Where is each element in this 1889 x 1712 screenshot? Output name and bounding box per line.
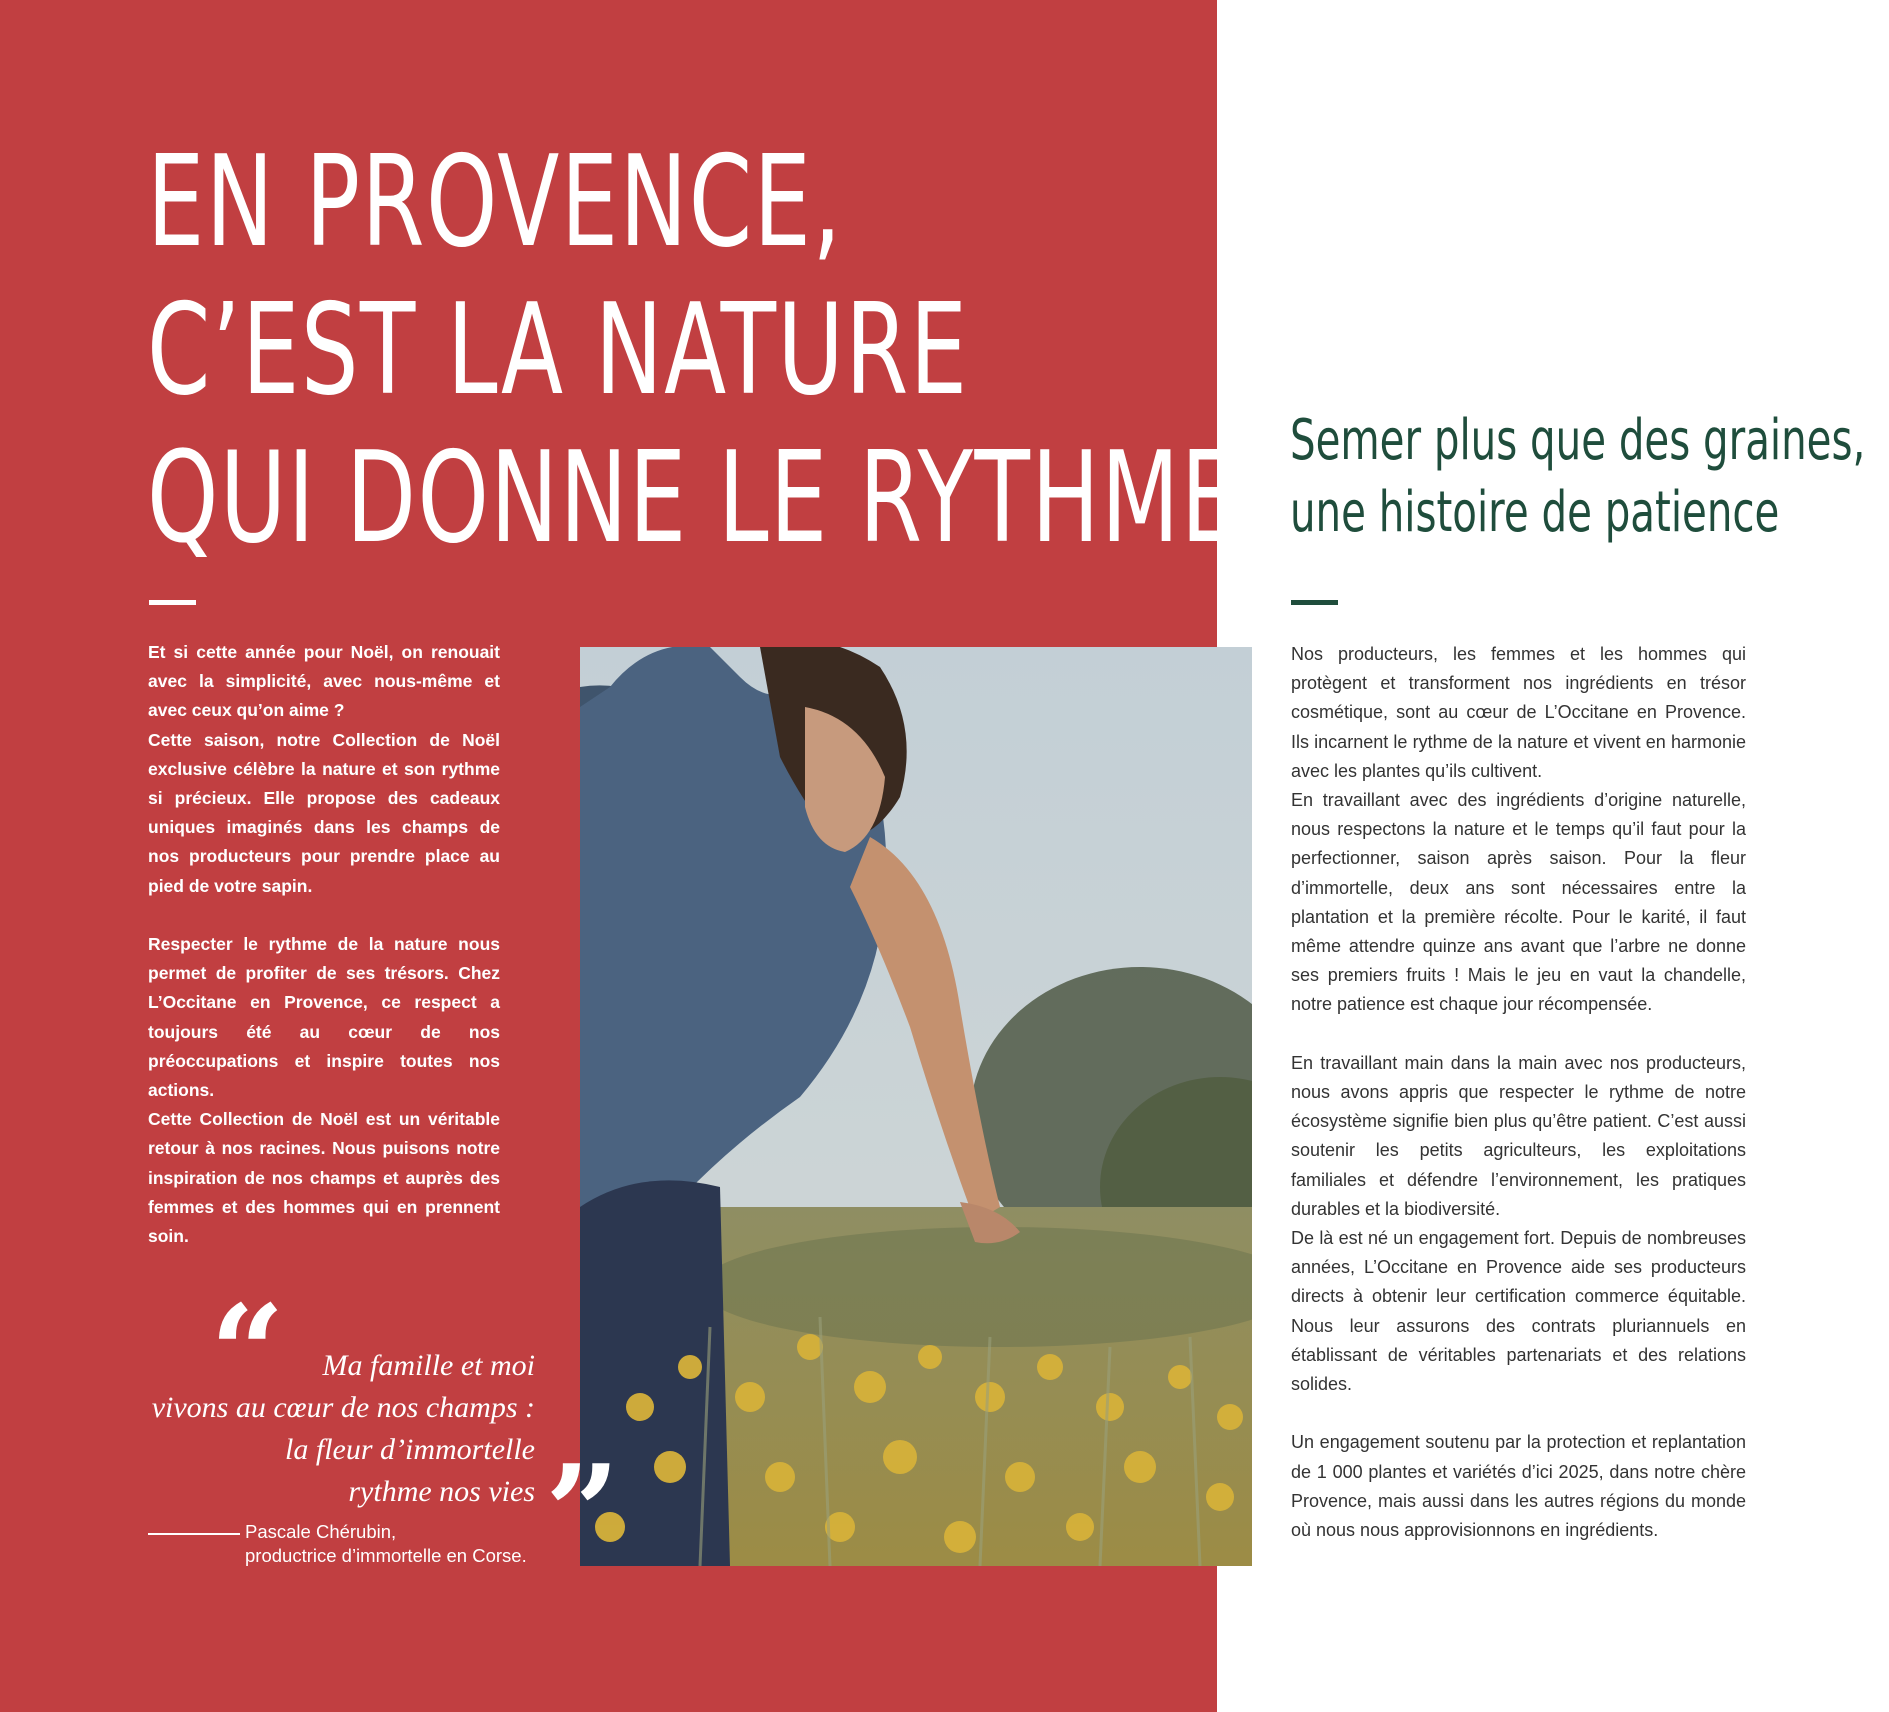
body-paragraph-1: Nos producteurs, les femmes et les hommes qui protègent et transforment nos ingrédients en trésor cosmétique, sont au cœur de L’Occitane en Provence. Ils incarnent le rythme de la nature et vivent en harmonie avec les plantes qu’ils cultivent. bbox=[1291, 644, 1746, 781]
quote-open-icon: “ bbox=[210, 1276, 285, 1429]
pull-quote-line-3: la fleur d’immortelle bbox=[285, 1433, 535, 1466]
intro-paragraph-4: Cette Collection de Noël est un véritable retour à nos racines. Nous puisons notre inspiration de nos champs et auprès des femmes et des hommes qui en prennent soin. bbox=[148, 1109, 500, 1247]
body-paragraph-5: Un engagement soutenu par la protection et replantation de 1 000 plantes et variétés d’ici 2025, dans notre chère Provence, mais aussi dans les autres régions du monde où nous nous approvisionnons en ingrédients. bbox=[1291, 1432, 1746, 1541]
section-title-line-2: une histoire de patience bbox=[1290, 480, 1780, 545]
section-title bbox=[1290, 405, 1865, 549]
headline-line-3: QUI DONNE LE RYTHME. bbox=[147, 424, 1270, 571]
body-text bbox=[1291, 640, 1746, 1545]
main-headline bbox=[147, 128, 1270, 572]
body-paragraph-3: En travaillant main dans la main avec nos producteurs, nous avons appris que respecter le rythme de notre écosystème signifie bien plus qu’être patient. C’est aussi soutenir les petits agriculteurs, les exploitations familiales et défendre l’environnement, les pratiques durables et la biodiversité. bbox=[1291, 1052, 1746, 1219]
attribution-dash bbox=[148, 1533, 240, 1535]
intro-paragraph-2: Cette saison, notre Collection de Noël exclusive célèbre la nature et son rythme si précieux. Elle propose des cadeaux uniques imaginés dans les champs de nos producteurs pour prendre place au pied de votre sapin. bbox=[148, 729, 500, 896]
intro-paragraph-1: Et si cette année pour Noël, on renouait avec la simplicité, avec nous-même et avec ceux qu’on aime ? bbox=[148, 642, 500, 721]
intro-text bbox=[148, 638, 500, 1251]
pull-quote-line-2: vivons au cœur de nos champs : bbox=[151, 1391, 535, 1424]
attribution-role: productrice d’immortelle en Corse. bbox=[245, 1545, 527, 1566]
pull-quote-line-1: Ma famille et moi bbox=[322, 1349, 535, 1382]
producer-photo-illustration bbox=[580, 647, 1252, 1566]
pull-quote-line-4: rythme nos vies bbox=[348, 1475, 535, 1508]
headline-divider bbox=[149, 600, 196, 605]
producer-photo bbox=[580, 647, 1252, 1566]
attribution-name: Pascale Chérubin, bbox=[245, 1521, 397, 1542]
quote-close-icon: ” bbox=[545, 1436, 620, 1589]
section-title-divider bbox=[1291, 600, 1338, 605]
quote-attribution bbox=[245, 1520, 527, 1568]
body-paragraph-4: De là est né un engagement fort. Depuis de nombreuses années, L’Occitane en Provence aide ses producteurs directs à obtenir leur certification commerce équitable. Nous leur assurons des contrats pluriannuels en établissant de véritables partenariats et des relations solides. bbox=[1291, 1228, 1746, 1395]
headline-line-2: C’EST LA NATURE bbox=[147, 276, 969, 423]
headline-line-1: EN PROVENCE, bbox=[147, 128, 843, 275]
intro-paragraph-3: Respecter le rythme de la nature nous permet de profiter de ses trésors. Chez L’Occitane en Provence, ce respect a toujours été au cœur de nos préoccupations et inspire toutes nos actions. bbox=[148, 934, 500, 1101]
body-paragraph-2: En travaillant avec des ingrédients d’origine naturelle, nous respectons la nature et le temps qu’il faut pour la perfectionner, saison après saison. Pour la fleur d’immortelle, deux ans sont nécessaires entre la plantation et la première récolte. Pour le karité, il faut même attendre quinze ans avant que l’arbre ne donne ses premiers fruits ! Mais le jeu en vaut la chandelle, notre patience est chaque jour récompensée. bbox=[1291, 790, 1746, 1015]
section-title-line-1: Semer plus que des graines, bbox=[1290, 408, 1866, 473]
pull-quote bbox=[130, 1345, 535, 1513]
